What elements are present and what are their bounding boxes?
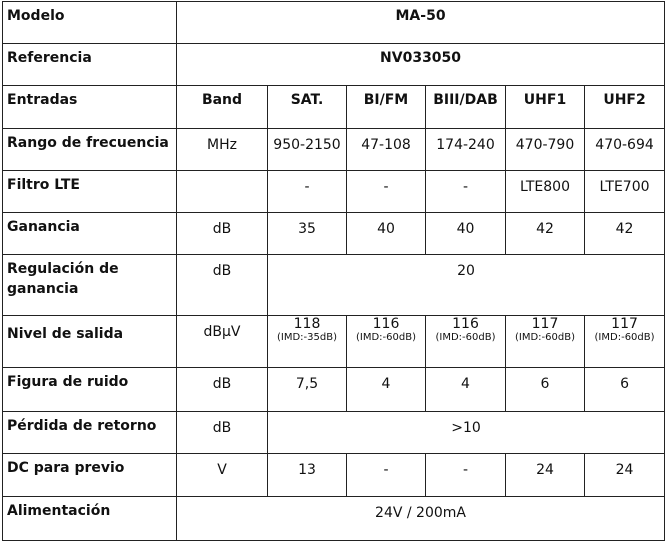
row-power-supply <box>3 497 665 541</box>
gain-sat: 35 <box>268 213 347 255</box>
output-level-bifm-imd: (IMD:-60dB) <box>356 332 416 343</box>
output-level-uhf1-imd: (IMD:-60dB) <box>515 332 575 343</box>
row-gain <box>3 213 665 255</box>
gain-uhf1: 42 <box>506 213 585 255</box>
output-level-bifm-value: 116 <box>372 316 400 332</box>
row-freq-range <box>3 129 665 171</box>
output-level-uhf2-imd: (IMD:-60dB) <box>594 332 655 343</box>
row-reference <box>3 44 665 86</box>
lte-filter-sat: - <box>268 171 347 213</box>
power-supply-value: 24V / 200mA <box>177 497 665 541</box>
col-header-sat: SAT. <box>268 86 347 129</box>
output-level-label: Nivel de salida <box>3 316 177 368</box>
gain-regulation-unit: dB <box>177 255 268 316</box>
noise-figure-uhf2: 6 <box>585 368 665 412</box>
output-level-unit: dBμV <box>177 316 268 368</box>
return-loss-unit: dB <box>177 412 268 454</box>
freq-range-bifm: 47-108 <box>347 129 426 171</box>
col-header-uhf2: UHF2 <box>585 86 665 129</box>
spec-table <box>2 1 665 541</box>
row-inputs <box>3 86 665 129</box>
output-level-sat <box>268 316 347 368</box>
lte-filter-bifm: - <box>347 171 426 213</box>
output-level-biii-imd: (IMD:-60dB) <box>435 332 496 343</box>
model-value: MA-50 <box>177 2 665 44</box>
noise-figure-biii: 4 <box>426 368 506 412</box>
row-model <box>3 2 665 44</box>
row-lte-filter <box>3 171 665 213</box>
col-header-bifm: BI/FM <box>347 86 426 129</box>
lte-filter-uhf2: LTE700 <box>585 171 665 213</box>
output-level-sat-imd: (IMD:-35dB) <box>277 332 337 343</box>
reference-value: NV033050 <box>177 44 665 86</box>
noise-figure-sat: 7,5 <box>268 368 347 412</box>
row-return-loss <box>3 412 665 454</box>
dc-preamp-uhf2: 24 <box>585 454 665 497</box>
dc-preamp-bifm: - <box>347 454 426 497</box>
col-header-biii-dab: BIII/DAB <box>426 86 506 129</box>
lte-filter-uhf1: LTE800 <box>506 171 585 213</box>
gain-regulation-value: 20 <box>268 255 665 316</box>
lte-filter-biii: - <box>426 171 506 213</box>
dc-preamp-uhf1: 24 <box>506 454 585 497</box>
gain-unit: dB <box>177 213 268 255</box>
noise-figure-bifm: 4 <box>347 368 426 412</box>
model-label: Modelo <box>3 2 177 44</box>
output-level-uhf1-value: 117 <box>531 316 559 332</box>
lte-filter-unit <box>177 171 268 213</box>
reference-label: Referencia <box>3 44 177 86</box>
noise-figure-unit: dB <box>177 368 268 412</box>
freq-range-biii: 174-240 <box>426 129 506 171</box>
return-loss-value: >10 <box>268 412 665 454</box>
dc-preamp-biii: - <box>426 454 506 497</box>
gain-regulation-label-line1: Regulación de <box>7 261 119 277</box>
output-level-uhf1 <box>506 316 585 368</box>
dc-preamp-sat: 13 <box>268 454 347 497</box>
freq-range-sat: 950-2150 <box>268 129 347 171</box>
row-gain-regulation <box>3 255 665 316</box>
row-noise-figure <box>3 368 665 412</box>
gain-uhf2: 42 <box>585 213 665 255</box>
output-level-sat-value: 118 <box>293 316 321 332</box>
row-output-level <box>3 316 665 368</box>
band-header: Band <box>177 86 268 129</box>
return-loss-label: Pérdida de retorno <box>3 412 177 454</box>
lte-filter-label: Filtro LTE <box>3 171 177 213</box>
gain-biii: 40 <box>426 213 506 255</box>
gain-bifm: 40 <box>347 213 426 255</box>
noise-figure-uhf1: 6 <box>506 368 585 412</box>
inputs-label: Entradas <box>3 86 177 129</box>
row-dc-preamp <box>3 454 665 497</box>
gain-regulation-label <box>3 255 177 316</box>
output-level-uhf2-value: 117 <box>611 316 638 332</box>
output-level-biii <box>426 316 506 368</box>
gain-label: Ganancia <box>3 213 177 255</box>
freq-range-uhf1: 470-790 <box>506 129 585 171</box>
output-level-bifm <box>347 316 426 368</box>
dc-preamp-label: DC para previo <box>3 454 177 497</box>
freq-range-label: Rango de frecuencia <box>3 129 177 171</box>
noise-figure-label: Figura de ruido <box>3 368 177 412</box>
freq-range-unit: MHz <box>177 129 268 171</box>
freq-range-uhf2: 470-694 <box>585 129 665 171</box>
output-level-uhf2 <box>585 316 665 368</box>
power-supply-label: Alimentación <box>3 497 177 541</box>
dc-preamp-unit: V <box>177 454 268 497</box>
output-level-biii-value: 116 <box>452 316 479 332</box>
col-header-uhf1: UHF1 <box>506 86 585 129</box>
gain-regulation-label-line2: ganancia <box>7 281 79 297</box>
